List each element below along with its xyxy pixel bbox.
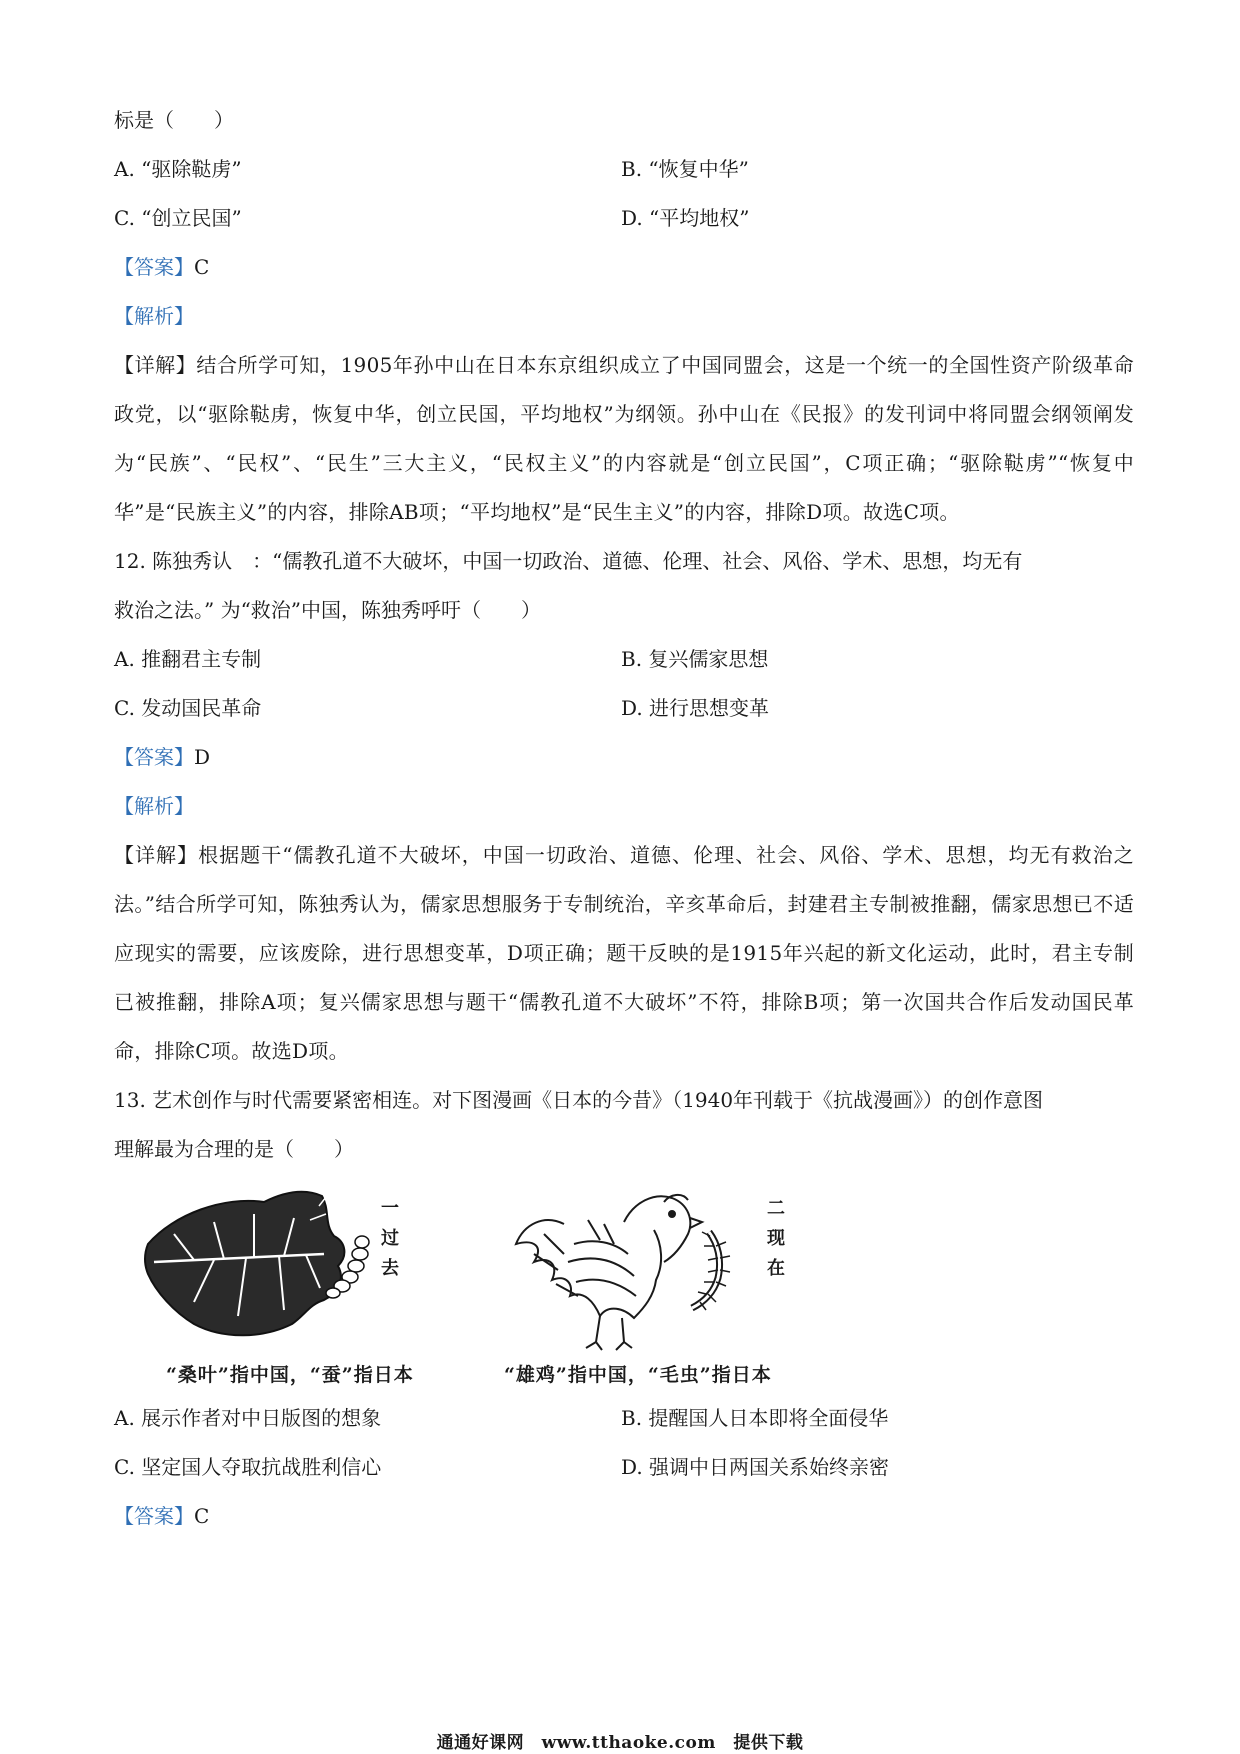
cartoon-illustration	[114, 1184, 1134, 1394]
q11-option-a[interactable]: A. “驱除鞑虏”	[114, 157, 242, 181]
q12-answer	[114, 733, 1134, 782]
answer-value: C	[194, 255, 210, 279]
page-footer: 通通好课网 www.tthaoke.com 提供下载	[436, 1733, 804, 1753]
q13-option-b[interactable]: B. 提醒国人日本即将全面侵华	[621, 1406, 889, 1430]
q13-option-c[interactable]: C. 坚定国人夺取抗战胜利信心	[114, 1455, 382, 1479]
cartoon-present-caption: “雄鸡”指中国，“毛虫”指日本	[504, 1364, 772, 1386]
q12-option-d[interactable]: D. 进行思想变革	[621, 696, 770, 720]
cartoon-present-vertical-label	[766, 1194, 786, 1284]
past-label-char: 过	[381, 1228, 399, 1249]
detail-text: 结合所学可知，1905年孙中山在日本东京组织成立了中国同盟会，这是一个统一的全国性资产阶级革命政党，以“驱除鞑虏，恢复中华，创立民国，平均地权”为纲领。孙中山在《民报》的发刊词中将同盟会纲领阐发为“民族”、“民权”、“民生”三大主义，“民权主义”的内容就是“创立民国”，C项正确；“驱除鞑虏”“恢复中华”是“民族主义”的内容，排除AB项；“平均地权”是“民生主义”的内容，排除D项。故选C项。	[114, 353, 1134, 524]
q11-option-c[interactable]: C. “创立民国”	[114, 206, 242, 230]
q11-option-b[interactable]: B. “恢复中华”	[621, 157, 749, 181]
document-page	[114, 96, 1134, 1541]
mulberry-leaf-and-silkworm-icon	[134, 1184, 384, 1354]
present-label-char: 二	[767, 1198, 785, 1219]
rooster-and-caterpillar-icon	[504, 1184, 764, 1354]
q12-stem-line-1: 12. 陈独秀认 ：“儒教孔道不大破坏，中国一切政治、道德、伦理、社会、风俗、学术、思想，均无有	[114, 549, 1023, 573]
answer-value: D	[194, 745, 211, 769]
answer-label: 【答案】	[114, 1504, 194, 1528]
q12-analysis-label: 【解析】	[114, 794, 194, 818]
q11-option-d[interactable]: D. “平均地权”	[621, 206, 750, 230]
present-label-char: 在	[767, 1258, 785, 1279]
q12-stem-line-2: 救治之法。” 为“救治”中国，陈独秀呼吁（ ）	[114, 598, 542, 622]
q11-stem-tail: 标是（ ）	[114, 108, 234, 132]
q13-options-row-1	[114, 1394, 1134, 1443]
q12-option-b[interactable]: B. 复兴儒家思想	[621, 647, 769, 671]
q12-detail	[114, 831, 1134, 1076]
answer-label: 【答案】	[114, 745, 194, 769]
q11-options-row-1	[114, 145, 1134, 194]
q13-stem-line-2: 理解最为合理的是（ ）	[114, 1137, 354, 1161]
detail-label: 【详解】	[114, 843, 199, 867]
q13-stem-line-1: 13. 艺术创作与时代需要紧密相连。对下图漫画《日本的今昔》（1940年刊载于《抗战漫画》）的创作意图	[114, 1088, 1044, 1112]
q11-detail	[114, 341, 1134, 537]
q12-option-a[interactable]: A. 推翻君主专制	[114, 647, 262, 671]
detail-label: 【详解】	[114, 353, 197, 377]
present-label-char: 现	[767, 1228, 785, 1249]
cartoon-past-caption: “桑叶”指中国，“蚕”指日本	[166, 1364, 414, 1386]
q13-answer	[114, 1492, 1134, 1541]
q12-option-c[interactable]: C. 发动国民革命	[114, 696, 262, 720]
q12-options-row-2	[114, 684, 1134, 733]
past-label-char: 一	[381, 1198, 399, 1219]
answer-label: 【答案】	[114, 255, 194, 279]
q11-options-row-2	[114, 194, 1134, 243]
q13-option-a[interactable]: A. 展示作者对中日版图的想象	[114, 1406, 382, 1430]
past-label-char: 去	[381, 1258, 399, 1279]
answer-value: C	[194, 1504, 210, 1528]
q11-answer	[114, 243, 1134, 292]
q12-options-row-1	[114, 635, 1134, 684]
q13-options-row-2	[114, 1443, 1134, 1492]
detail-text: 根据题干“儒教孔道不大破坏，中国一切政治、道德、伦理、社会、风俗、学术、思想，均无有救治之法。”结合所学可知，陈独秀认为，儒家思想服务于专制统治，辛亥革命后，封建君主专制被推翻，儒家思想已不适应现实的需要，应该废除，进行思想变革，D项正确；题干反映的是1915年兴起的新文化运动，此时，君主专制已被推翻，排除A项；复兴儒家思想与题干“儒教孔道不大破坏”不符，排除B项；第一次国共合作后发动国民革命，排除C项。故选D项。	[114, 843, 1134, 1063]
q13-option-d[interactable]: D. 强调中日两国关系始终亲密	[621, 1455, 890, 1479]
cartoon-past-vertical-label	[380, 1194, 400, 1284]
q11-analysis-label: 【解析】	[114, 304, 194, 328]
